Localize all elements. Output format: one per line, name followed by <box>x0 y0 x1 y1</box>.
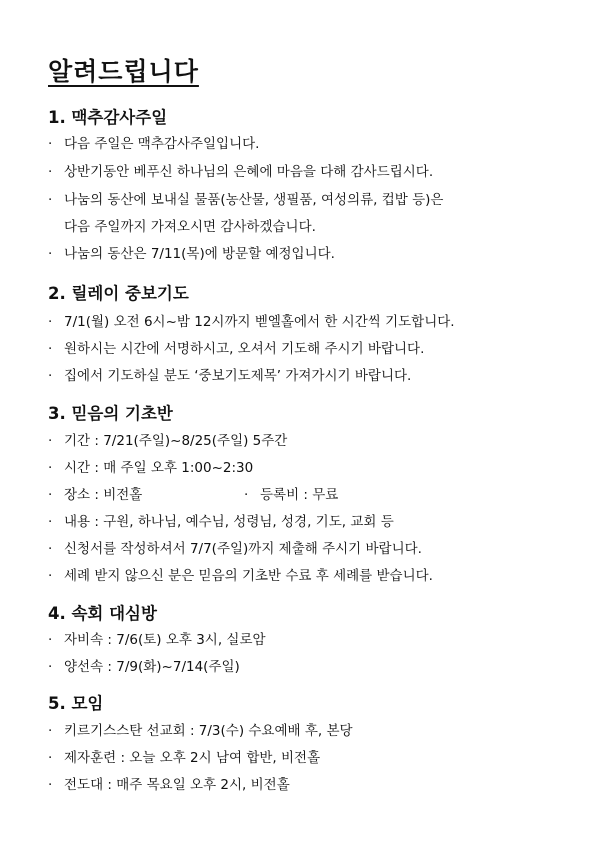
section-heading-faith-basics: 3. 믿음의 기초반 <box>48 404 173 423</box>
bullet: · <box>48 368 53 384</box>
list-item: · 제자훈련 : 오늘 오후 2시 남여 합반, 비전홀 <box>48 750 321 766</box>
list-item: · 기간 : 7/21(주일)~8/25(주일) 5주간 <box>48 433 288 449</box>
section-heading-relay-prayer: 2. 릴레이 중보기도 <box>48 284 189 303</box>
page-title: 알려드립니다 <box>48 57 199 86</box>
list-item: · 양선속 : 7/9(화)~7/14(주일) <box>48 659 240 675</box>
bullet: · <box>48 568 53 584</box>
section-heading-meetings: 5. 모임 <box>48 694 104 713</box>
bullet: · <box>48 514 53 530</box>
list-item: · 7/1(월) 오전 6시~밤 12시까지 벧엘홀에서 한 시간씩 기도합니다. <box>48 314 455 330</box>
list-item: · 나눔의 동산은 7/11(목)에 방문할 예정입니다. <box>48 246 335 262</box>
bullet: · <box>48 433 53 449</box>
bullet: · <box>244 487 249 503</box>
bullet: · <box>48 659 53 675</box>
bullet: · <box>48 246 53 262</box>
list-item: · 집에서 기도하실 분도 ‘중보기도제목’ 가져가시기 바랍니다. <box>48 368 412 384</box>
section-heading-thanksgiving: 1. 맥추감사주일 <box>48 108 168 127</box>
list-item: · 전도대 : 매주 목요일 오후 2시, 비전홀 <box>48 777 290 793</box>
list-item: · 시간 : 매 주일 오후 1:00~2:30 <box>48 460 254 476</box>
list-item: · 나눔의 동산에 보내실 물품(농산물, 생필품, 여성의류, 컵밥 등)은 <box>48 192 444 208</box>
bullet: · <box>48 487 53 503</box>
list-item: · 내용 : 구원, 하나님, 예수님, 성령님, 성경, 기도, 교회 등 <box>48 514 394 530</box>
list-item: · 자비속 : 7/6(토) 오후 3시, 실로암 <box>48 632 266 648</box>
bullet: · <box>48 460 53 476</box>
bullet: · <box>48 777 53 793</box>
list-item: · 장소 : 비전홀 · 등록비 : 무료 <box>48 487 339 503</box>
bullet: · <box>48 632 53 648</box>
bullet: · <box>48 192 53 208</box>
bullet: · <box>48 541 53 557</box>
list-item-continuation: 다음 주일까지 가져오시면 감사하겠습니다. <box>64 219 316 235</box>
bullet: · <box>48 723 53 739</box>
list-item: · 세례 받지 않으신 분은 믿음의 기초반 수료 후 세례를 받습니다. <box>48 568 433 584</box>
list-item: · 다음 주일은 맥추감사주일입니다. <box>48 136 260 152</box>
bullet: · <box>48 314 53 330</box>
section-heading-visitation: 4. 속회 대심방 <box>48 604 157 623</box>
list-item: · 상반기동안 베푸신 하나님의 은혜에 마음을 다해 감사드립시다. <box>48 164 434 180</box>
list-item: · 원하시는 시간에 서명하시고, 오셔서 기도해 주시기 바랍니다. <box>48 341 425 357</box>
bullet: · <box>48 341 53 357</box>
bullet: · <box>48 164 53 180</box>
list-item: · 키르기스스탄 선교회 : 7/3(수) 수요예배 후, 본당 <box>48 723 353 739</box>
bullet: · <box>48 136 53 152</box>
list-item: · 신청서를 작성하셔서 7/7(주일)까지 제출해 주시기 바랍니다. <box>48 541 422 557</box>
bullet: · <box>48 750 53 766</box>
